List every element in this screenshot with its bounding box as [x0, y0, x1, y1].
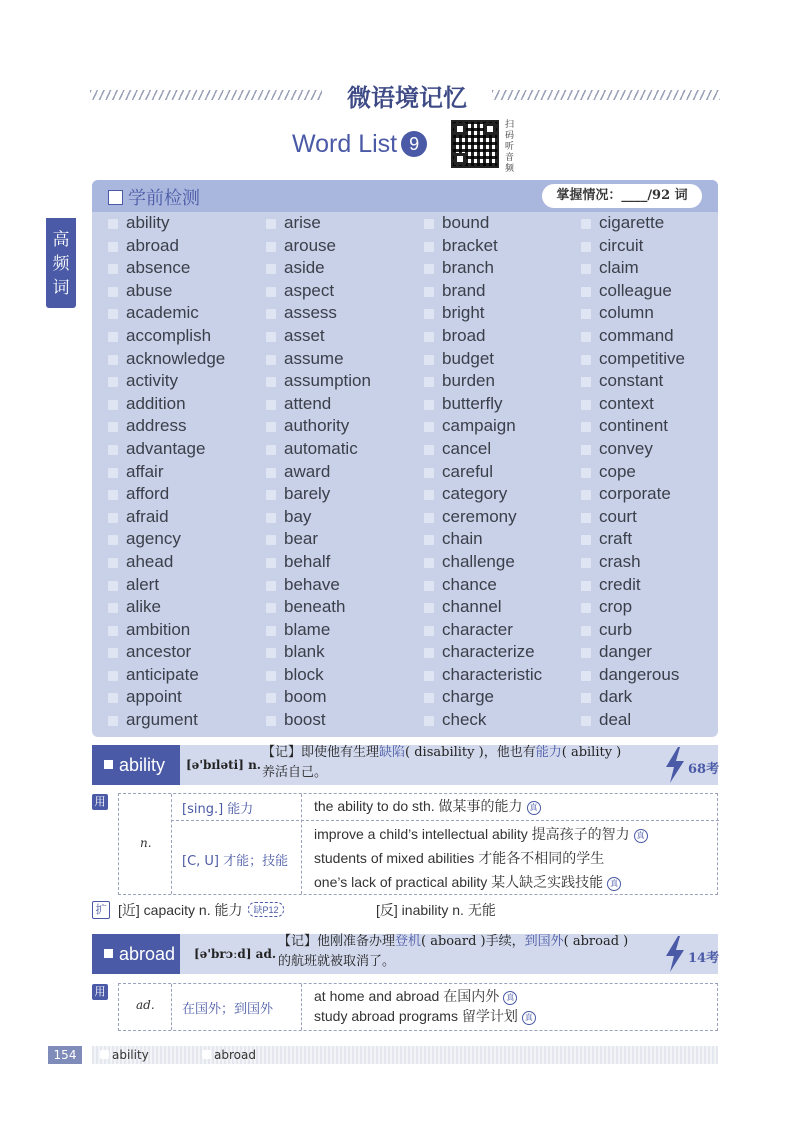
pretest-word: afford	[108, 483, 258, 506]
pretest-word: bound	[424, 212, 574, 235]
pretest-word: credit	[581, 574, 731, 597]
pretest-word: abroad	[108, 235, 258, 258]
pretest-word: boost	[266, 709, 416, 732]
pretest-word: abuse	[108, 280, 258, 303]
pretest-word: careful	[424, 461, 574, 484]
section-title: 微语境记忆	[347, 83, 467, 112]
pretest-word: character	[424, 619, 574, 642]
word-list-label: Word List	[292, 130, 398, 158]
pretest-word: assess	[266, 302, 416, 325]
pretest-word: bear	[266, 528, 416, 551]
pos-abroad: ad.	[136, 998, 155, 1012]
pretest-word: channel	[424, 596, 574, 619]
pretest-word: category	[424, 483, 574, 506]
pretest-word: context	[581, 393, 731, 416]
word-column-1	[108, 212, 258, 732]
pretest-word: advantage	[108, 438, 258, 461]
pretest-word: appoint	[108, 686, 258, 709]
exam-badge: 真	[634, 829, 648, 843]
pretest-word: address	[108, 415, 258, 438]
mastery-counter: 掌握情况：____/92 词	[542, 184, 702, 208]
pretest-word: academic	[108, 302, 258, 325]
pretest-word: brand	[424, 280, 574, 303]
phrase: one’s lack of practical ability 某人缺乏实践技能 真	[314, 872, 621, 892]
exam-badge: 真	[503, 991, 517, 1005]
pretest-word: charge	[424, 686, 574, 709]
footer-word: abroad	[202, 1046, 256, 1064]
pretest-word: command	[581, 325, 731, 348]
pretest-word: curb	[581, 619, 731, 642]
sense-label: [sing.] 能力	[182, 802, 254, 817]
usage-icon: 用	[92, 794, 108, 810]
pretest-word: bay	[266, 506, 416, 529]
sense-label: [C, U] 才能；技能	[182, 854, 289, 869]
lightning-icon	[664, 936, 686, 972]
pretest-word: ability	[108, 212, 258, 235]
pretest-word: absence	[108, 257, 258, 280]
pretest-word: assumption	[266, 370, 416, 393]
pretest-word: blame	[266, 619, 416, 642]
extension-icon: 扩	[92, 901, 110, 919]
pretest-word: challenge	[424, 551, 574, 574]
pretest-word: crash	[581, 551, 731, 574]
pretest-word: acknowledge	[108, 348, 258, 371]
pretest-word: chance	[424, 574, 574, 597]
pretest-word: crop	[581, 596, 731, 619]
pretest-word: barely	[266, 483, 416, 506]
pretest-word: arise	[266, 212, 416, 235]
pretest-word: characterize	[424, 641, 574, 664]
pretest-word: convey	[581, 438, 731, 461]
pretest-word: competitive	[581, 348, 731, 371]
pretest-word: cancel	[424, 438, 574, 461]
pretest-word: column	[581, 302, 731, 325]
exam-badge: 真	[522, 1011, 536, 1025]
pretest-word: blank	[266, 641, 416, 664]
pretest-word: campaign	[424, 415, 574, 438]
pretest-word: cigarette	[581, 212, 731, 235]
pretest-word: aside	[266, 257, 416, 280]
word-list-title	[292, 130, 427, 159]
pretest-word: burden	[424, 370, 574, 393]
pretest-word: beneath	[266, 596, 416, 619]
pretest-word: block	[266, 664, 416, 687]
exam-badge: 真	[607, 877, 621, 891]
pretest-word: deal	[581, 709, 731, 732]
pretest-word: colleague	[581, 280, 731, 303]
pretest-word: automatic	[266, 438, 416, 461]
footer-word: ability	[100, 1046, 149, 1064]
footer-bar	[92, 1046, 718, 1064]
pretest-word: craft	[581, 528, 731, 551]
entry-word-abroad: abroad	[92, 934, 180, 974]
entry-word-ability: ability	[92, 745, 180, 785]
synonym-ability: [近] capacity n. 能力 缺P12	[118, 900, 284, 920]
page-ref-link[interactable]: 缺P12	[248, 902, 283, 917]
lightning-icon	[664, 747, 686, 783]
pretest-word: ancestor	[108, 641, 258, 664]
pretest-word: addition	[108, 393, 258, 416]
pretest-word: asset	[266, 325, 416, 348]
pretest-word: aspect	[266, 280, 416, 303]
pretest-word: continent	[581, 415, 731, 438]
phrase: at home and abroad 在国内外 真	[314, 986, 517, 1006]
pretest-word: branch	[424, 257, 574, 280]
side-tab-high-frequency	[46, 218, 76, 308]
pretest-word: characteristic	[424, 664, 574, 687]
phrase: the ability to do sth. 做某事的能力 真	[314, 796, 541, 816]
pretest-word: bright	[424, 302, 574, 325]
pretest-word: affair	[108, 461, 258, 484]
pretest-word: activity	[108, 370, 258, 393]
checkbox-icon	[108, 190, 123, 205]
qr-code-icon[interactable]	[451, 120, 499, 168]
pretest-word: argument	[108, 709, 258, 732]
phrase: students of mixed abilities 才能各不相同的学生	[314, 850, 605, 866]
pretest-word: agency	[108, 528, 258, 551]
phrase: study abroad programs 留学计划 真	[314, 1006, 536, 1026]
pretest-word: bracket	[424, 235, 574, 258]
pretest-word: chain	[424, 528, 574, 551]
exam-badge: 真	[527, 801, 541, 815]
pretest-title: 学前检测	[128, 188, 200, 209]
pretest-word: arouse	[266, 235, 416, 258]
pretest-word: alert	[108, 574, 258, 597]
pretest-word: anticipate	[108, 664, 258, 687]
side-tab-label: 高频词	[52, 230, 70, 298]
pretest-word: check	[424, 709, 574, 732]
pretest-word: cope	[581, 461, 731, 484]
pretest-word: assume	[266, 348, 416, 371]
pretest-word: accomplish	[108, 325, 258, 348]
antonym-ability: [反] inability n. 无能	[376, 902, 496, 918]
header-hatch-right	[492, 90, 720, 100]
exam-count-ability: 68考	[688, 762, 720, 777]
pretest-word: constant	[581, 370, 731, 393]
pretest-word: broad	[424, 325, 574, 348]
pretest-word: dangerous	[581, 664, 731, 687]
pretest-word: authority	[266, 415, 416, 438]
phrase: improve a child’s intellectual ability 提高孩子的智力 真	[314, 824, 648, 844]
pretest-word: court	[581, 506, 731, 529]
pretest-word: ahead	[108, 551, 258, 574]
pretest-word: corporate	[581, 483, 731, 506]
pretest-word: award	[266, 461, 416, 484]
page-number: 154	[48, 1046, 82, 1064]
word-column-4	[581, 212, 731, 732]
usage-icon: 用	[92, 984, 108, 1000]
phonetic-abroad: [ə'brɔːd] ad.	[194, 947, 277, 961]
exam-count-abroad: 14考	[688, 951, 720, 966]
pretest-word: budget	[424, 348, 574, 371]
pretest-word: behalf	[266, 551, 416, 574]
pretest-word: boom	[266, 686, 416, 709]
pretest-word: dark	[581, 686, 731, 709]
pos-ability: n.	[140, 836, 152, 850]
sense-label: 在国外；到国外	[182, 1002, 274, 1017]
phonetic-ability: [ə'bɪləti] n.	[186, 758, 261, 772]
pretest-word: claim	[581, 257, 731, 280]
pretest-word: afraid	[108, 506, 258, 529]
pretest-word: butterfly	[424, 393, 574, 416]
pretest-word: circuit	[581, 235, 731, 258]
pretest-word: danger	[581, 641, 731, 664]
pretest-word: attend	[266, 393, 416, 416]
memory-tip-abroad: 【记】他刚准备办理登机( aboard )手续，到国外( abroad ) 的航班就被取消了。	[278, 934, 629, 969]
pretest-word: behave	[266, 574, 416, 597]
pretest-word: alike	[108, 596, 258, 619]
pretest-word: ceremony	[424, 506, 574, 529]
word-list-number: 9	[401, 131, 427, 157]
word-column-3	[424, 212, 574, 732]
memory-tip-ability: 【记】即使他有生理缺陷( disability )，他也有能力( ability ) 养活自己。	[262, 745, 622, 780]
pretest-word: ambition	[108, 619, 258, 642]
qr-caption: 扫 码 听 音 频	[505, 120, 515, 174]
word-column-2	[266, 212, 416, 732]
